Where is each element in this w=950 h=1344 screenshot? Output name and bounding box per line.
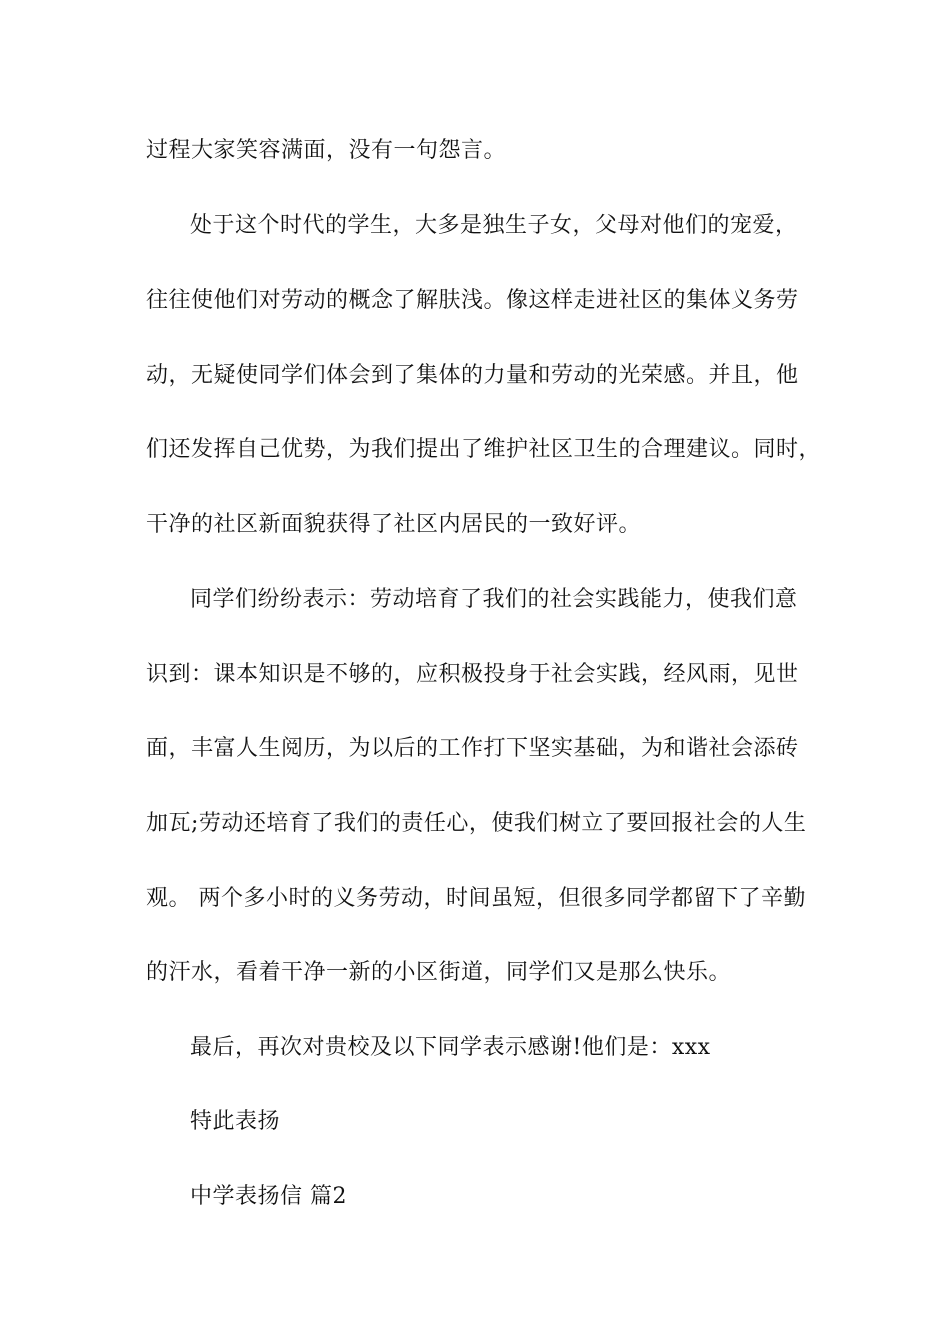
paragraph-line: 们还发挥自己优势，为我们提出了维护社区卫生的合理建议。同时， bbox=[146, 437, 822, 462]
paragraph-line: 加瓦;劳动还培育了我们的责任心，使我们树立了要回报社会的人生 bbox=[146, 811, 807, 836]
paragraph-line: 动，无疑使同学们体会到了集体的力量和劳动的光荣感。并且，他 bbox=[146, 363, 799, 388]
closing-thanks-line: 最后，再次对贵校及以下同学表示感谢!他们是：xxx bbox=[190, 1035, 711, 1060]
commendation-line: 特此表扬 bbox=[190, 1109, 281, 1134]
paragraph-line: 过程大家笑容满面，没有一句怨言。 bbox=[146, 138, 507, 163]
section-heading: 中学表扬信 篇2 bbox=[190, 1184, 347, 1209]
paragraph-line: 识到：课本知识是不够的，应积极投身于社会实践，经风雨，见世 bbox=[146, 662, 799, 687]
paragraph-line: 处于这个时代的学生，大多是独生子女，父母对他们的宠爱， bbox=[190, 213, 798, 238]
paragraph-line: 观。 两个多小时的义务劳动，时间虽短，但很多同学都留下了辛勤 bbox=[146, 886, 806, 911]
paragraph-line: 的汗水，看着干净一新的小区街道，同学们又是那么快乐。 bbox=[146, 960, 732, 985]
paragraph-line: 同学们纷纷表示：劳动培育了我们的社会实践能力，使我们意 bbox=[190, 587, 798, 612]
paragraph-line: 往往使他们对劳动的概念了解肤浅。像这样走进社区的集体义务劳 bbox=[146, 288, 799, 313]
paragraph-line: 干净的社区新面貌获得了社区内居民的一致好评。 bbox=[146, 512, 642, 537]
paragraph-line: 面，丰富人生阅历，为以后的工作打下坚实基础，为和谐社会添砖 bbox=[146, 736, 799, 761]
